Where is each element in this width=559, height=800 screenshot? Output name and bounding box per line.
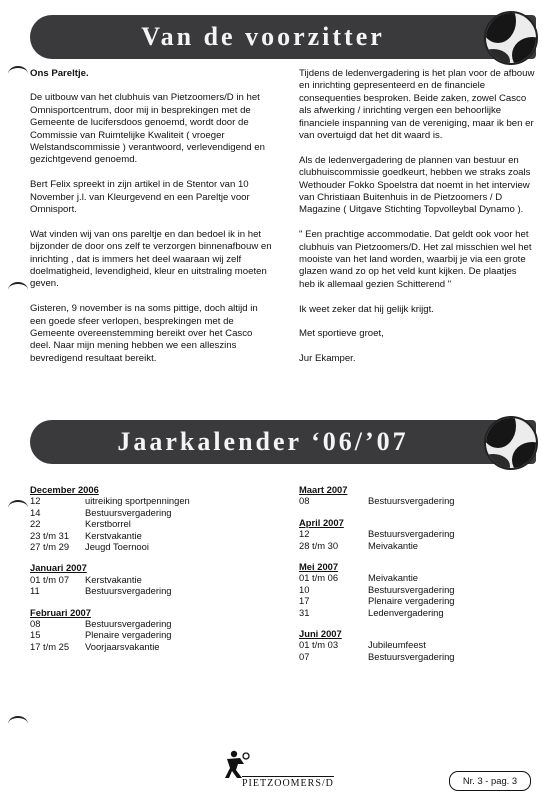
- calendar-entry: [30, 518, 270, 529]
- paragraph: Gisteren, 9 november is na soms pittige, doch altijd in een goede sfeer verlopen, besprekingen met de Gemeente overeenstemming bereikt over het Casco deel. Naar mijn mening hebben we een alleszins bevredigend resultaat bereikt.: [30, 303, 258, 364]
- calendar-entry: [30, 541, 270, 552]
- calendar-entry: [30, 507, 270, 518]
- paragraph: De uitbouw van het clubhuis van Pietzoomers/D in het Omnisportcentrum, door mij in besprekingen met de Gemeente de lucifersdoos genoemd, wordt door de Commissie van Ruimtelijke Kwaliteit ( vroeger Welstandscommissie ) verantwoord, verlevendigend en gezichtgevend genoemd.: [30, 92, 265, 166]
- punch-hole-icon: [8, 716, 28, 732]
- entry-event: Bestuursvergadering: [368, 495, 455, 507]
- month-name: Maart 2007: [299, 484, 348, 495]
- entry-event: Kerstvakantie: [85, 573, 142, 585]
- calendar-entry: [30, 574, 270, 585]
- calendar-entry: [30, 585, 270, 596]
- page-number-badge: Nr. 3 - pag. 3: [449, 771, 531, 791]
- entry-date: 12: [299, 528, 310, 540]
- entry-date: 23 t/m 31: [30, 529, 70, 541]
- calendar-left-column: [30, 484, 270, 662]
- entry-event: Bestuursvergadering: [368, 583, 455, 595]
- section-banner: [30, 420, 536, 464]
- entry-date: 15: [30, 629, 41, 641]
- calendar-entry: [30, 495, 270, 506]
- entry-event: Bestuursvergadering: [368, 650, 455, 662]
- entry-date: 01 t/m 07: [30, 573, 70, 585]
- section-banner: [30, 15, 536, 59]
- entry-event: Bestuursvergadering: [85, 506, 172, 518]
- punch-hole-icon: [8, 500, 28, 516]
- calendar-month: [30, 562, 270, 596]
- entry-date: 01 t/m 06: [299, 572, 339, 584]
- calendar-entry: [30, 618, 270, 629]
- article-left-column: [30, 68, 275, 378]
- month-name: Mei 2007: [299, 561, 339, 573]
- entry-date: 10: [299, 583, 310, 595]
- section-title: Jaarkalender ‘06/’07: [117, 427, 409, 456]
- club-logo: [222, 750, 342, 788]
- entry-event: Plenaire vergadering: [368, 595, 455, 607]
- calendar-entry: [30, 629, 270, 640]
- entry-event: Bestuursvergadering: [85, 618, 172, 630]
- signature: Jur Ekamper.: [299, 353, 356, 365]
- entry-event: Bestuursvergadering: [368, 528, 455, 540]
- entry-event: Plenaire vergadering: [85, 629, 172, 641]
- calendar-entry: [299, 639, 535, 650]
- paragraph: Als de ledenvergadering de plannen van bestuur en clubhuiscommissie goedkeurt, hebben we straks zoals Wethouder Fokko Spoelstra dat noemt in het interview van Christiaan Buitenhuis in de Pietzoomers / D Magazine ( Uitgave Stichting Topvolleybal Dynamo ).: [299, 154, 531, 216]
- entry-date: 08: [299, 495, 310, 507]
- calendar-entry: [299, 528, 535, 539]
- entry-date: 22: [30, 518, 41, 530]
- month-name: April 2007: [299, 516, 344, 528]
- calendar-month: [299, 561, 535, 618]
- calendar-entry: [299, 595, 535, 606]
- entry-event: Jeugd Toernooi: [85, 541, 149, 553]
- article-right-column: [299, 68, 535, 378]
- paragraph: Ik weet zeker dat hij gelijk krijgt.: [299, 303, 434, 315]
- entry-date: 11: [30, 585, 40, 597]
- calendar-entry: [299, 495, 535, 506]
- calendar-entry: [299, 584, 535, 595]
- month-name: Januari 2007: [30, 562, 87, 574]
- volleyball-icon: [484, 11, 538, 65]
- entry-date: 28 t/m 30: [299, 539, 339, 551]
- entry-date: 14: [30, 506, 41, 518]
- entry-event: Jubileumfeest: [368, 639, 426, 651]
- logo-text: PIETZOOMERS/D: [242, 778, 334, 789]
- entry-date: 12: [30, 495, 41, 507]
- calendar-entry: [30, 530, 270, 541]
- calendar-month: [299, 628, 535, 662]
- entry-date: 31: [299, 606, 310, 618]
- paragraph: Wat vinden wij van ons pareltje en dan bedoel ik in het bijzonder de door ons zelf te verzorgen binnenafbouw en inrichting , dat is immers het deel waaraan wij zelf doelmatigheid, levendigheid, kleur en uitstraling moeten geven.: [30, 228, 272, 290]
- calendar-entry: [299, 572, 535, 583]
- entry-date: 27 t/m 29: [30, 541, 70, 553]
- paragraph: " Een prachtige accommodatie. Dat geldt ook voor het clubhuis van Pietzoomers/D. Het zal misschien wel het mooiste van het land worden, waarbij je via een grote glazen wand zo op het veld kunt kijken. De plaatjes heb ik allemaal gezien Schitterend ": [299, 229, 532, 290]
- calendar-entry: [30, 641, 270, 652]
- entry-event: Kerstborrel: [85, 518, 131, 530]
- month-name: Februari 2007: [30, 606, 91, 618]
- punch-hole-icon: [8, 282, 28, 298]
- calendar-right-column: [299, 484, 535, 672]
- punch-hole-icon: [8, 66, 28, 82]
- entry-event: Kerstvakantie: [85, 529, 142, 541]
- entry-event: Meivakantie: [368, 539, 419, 551]
- paragraph: Tijdens de ledenvergadering is het plan voor de afbouw en inrichting gepresenteerd en de financiele consequenties besproken. Beide zaken, zowel Casco als afwerking / inrichting vergen een behoorlijke financiele inspanning van de vereniging, maar ik ben er van overtuigd dat het dit waard is.: [299, 68, 535, 142]
- calendar-month: [299, 517, 535, 551]
- entry-event: Ledenvergadering: [368, 606, 444, 618]
- paragraph: Met sportieve groet,: [299, 328, 384, 340]
- entry-date: 17 t/m 25: [30, 640, 70, 652]
- entry-event: Meivakantie: [368, 572, 419, 584]
- calendar-entry: [299, 607, 535, 618]
- paragraph: Bert Felix spreekt in zijn artikel in de Stentor van 10 November j.l. van Kleurgevend en een Pareltje voor Omnisport.: [30, 179, 250, 216]
- calendar-entry: [299, 651, 535, 662]
- entry-date: 17: [299, 595, 310, 607]
- month-name: Juni 2007: [299, 628, 342, 640]
- month-name: December 2006: [30, 484, 99, 495]
- volleyball-icon: [484, 416, 538, 470]
- calendar-month: [30, 484, 270, 552]
- entry-date: 07: [299, 650, 310, 662]
- calendar-entry: [299, 540, 535, 551]
- section-title: Van de voorzitter: [141, 22, 385, 51]
- calendar-month: [30, 607, 270, 653]
- article-heading: Ons Pareltje.: [30, 68, 89, 79]
- entry-date: 01 t/m 03: [299, 639, 339, 651]
- entry-event: uitreiking sportpenningen: [85, 495, 190, 507]
- calendar-month: [299, 484, 535, 507]
- entry-event: Voorjaarsvakantie: [85, 640, 160, 652]
- entry-event: Bestuursvergadering: [85, 585, 172, 597]
- entry-date: 08: [30, 618, 41, 630]
